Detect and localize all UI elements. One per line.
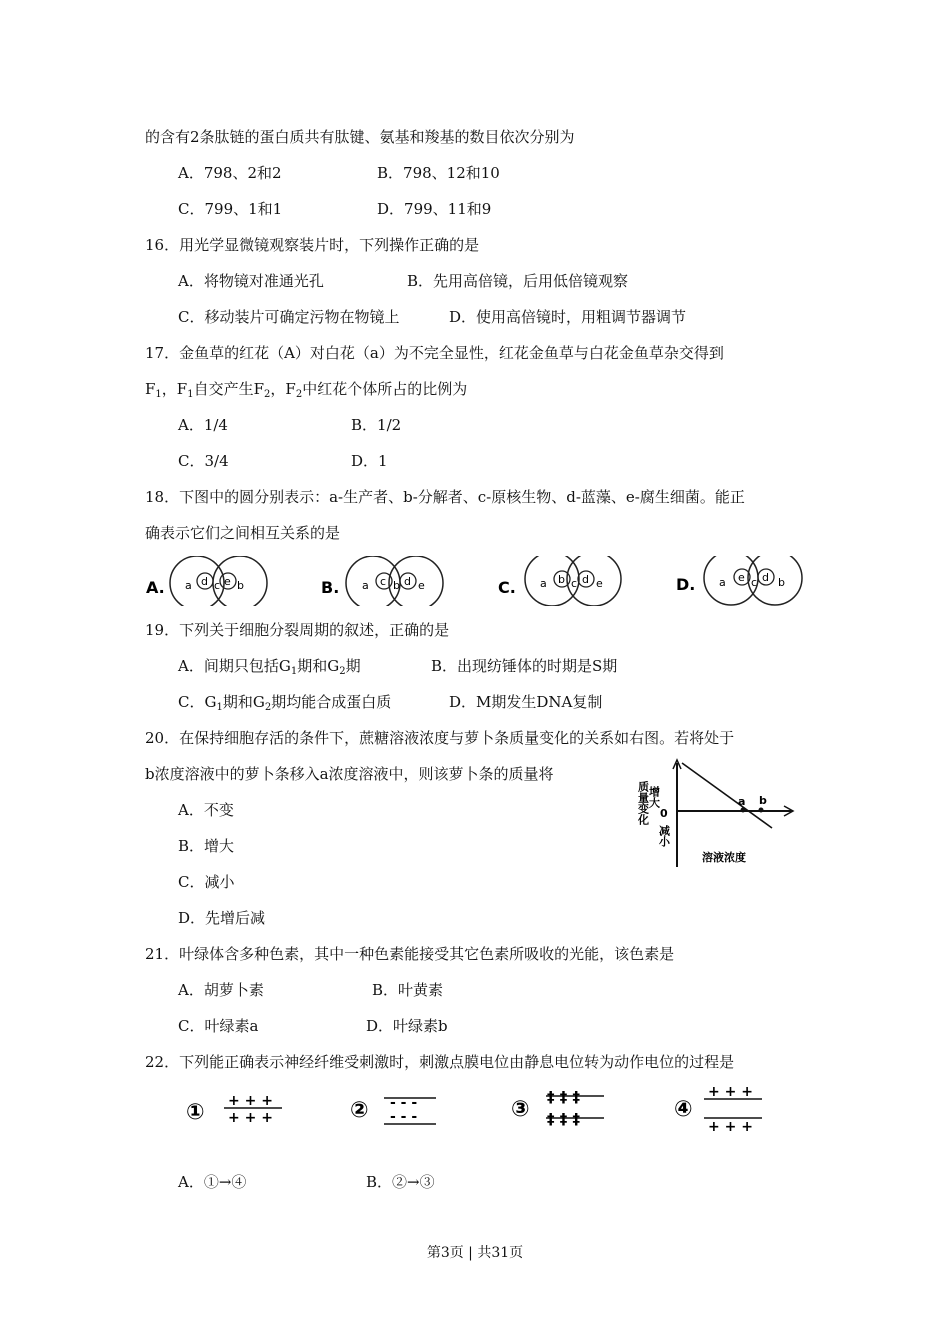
q16-option-c: C．移动装片可确定污物在物镜上 — [178, 308, 400, 326]
page-footer: 第3页 | 共31页 — [426, 1245, 524, 1261]
venn-inner1: d — [201, 575, 208, 588]
q16-option-d: D．使用高倍镜时，用粗调节器调节 — [449, 308, 687, 326]
point-a — [741, 808, 746, 813]
q21-option-d: D．叶绿素b — [366, 1017, 448, 1035]
figure-number: ③ — [511, 1097, 530, 1122]
zero-label: 0 — [660, 807, 668, 820]
venn-label: B. — [321, 578, 340, 597]
venn-diagram-c — [498, 556, 621, 606]
q16-stem: 16．用光学显微镜观察装片时，下列操作正确的是 — [145, 236, 480, 254]
venn-label: C. — [498, 578, 516, 597]
venn-mid: b — [393, 579, 400, 592]
q22-stem: 22．下列能正确表示神经纤维受刺激时，刺激点膜电位由静息电位转为动作电位的过程是 — [145, 1053, 735, 1071]
q22-option-a: A．①→④ — [178, 1173, 247, 1191]
q20-stem-line2: b浓度溶液中的萝卜条移入a浓度溶液中，则该萝卜条的质量将 — [145, 765, 554, 783]
q20-option-d: D．先增后减 — [178, 909, 266, 927]
figure-number: ④ — [674, 1097, 693, 1122]
q17-option-b: B．1/2 — [351, 416, 402, 434]
venn-label: A. — [146, 578, 165, 597]
figure-number: ② — [350, 1098, 369, 1123]
point-b-label: b — [759, 794, 767, 807]
venn-inner1: b — [558, 573, 565, 586]
venn-mid: c — [214, 579, 221, 592]
q18-stem: 18．下图中的圆分别表示：a-生产者、b-分解者、c-原核生物、d-蓝藻、e-腐生细菌。能正 — [145, 488, 745, 506]
bottom-charges: ‡ ‡ ‡ — [547, 1110, 580, 1128]
venn-right: b — [778, 576, 785, 589]
figure-number: ① — [186, 1100, 205, 1125]
q15-option-a: A．798、2和2 — [178, 164, 282, 182]
q17-option-d: D．1 — [351, 452, 388, 470]
q21-option-a: A．胡萝卜素 — [178, 981, 264, 999]
q20-chart — [630, 755, 805, 870]
venn-inner2: e — [224, 575, 231, 588]
venn-left: a — [719, 576, 726, 589]
q15-option-d: D．799、11和9 — [377, 200, 492, 218]
top-charges: + + + — [228, 1093, 273, 1109]
q19-option-d: D．M期发生DNA复制 — [449, 693, 603, 711]
q18-venn-diagrams — [0, 556, 950, 606]
q21-option-b: B．叶黄素 — [372, 981, 444, 999]
venn-inner1: e — [738, 571, 745, 584]
y-bottom-label: 减小 — [657, 825, 671, 847]
q15-stem: 的含有2条肽链的蛋白质共有肽键、氨基和羧基的数目依次分别为 — [145, 128, 575, 146]
venn-inner2: d — [404, 575, 411, 588]
point-b — [759, 808, 764, 813]
q17-stem-line2: $F_1$，$F_1$自交产生$F_2$，$F_2$中红花个体所占的比例为 — [145, 380, 468, 400]
venn-mid: c — [751, 576, 758, 589]
bottom-charges: + + + — [228, 1110, 273, 1126]
bottom-charges: - - - — [390, 1109, 418, 1125]
q22-membrane-figures — [0, 1080, 950, 1140]
venn-label: D. — [676, 575, 696, 594]
q17-stem: 17．金鱼草的红花（A）对白花（a）为不完全显性，红花金鱼草与白花金鱼草杂交得到 — [145, 344, 724, 362]
point-a-label: a — [738, 795, 746, 808]
q20-option-b: B．增大 — [178, 837, 235, 855]
q17-option-a: A．1/4 — [178, 416, 228, 434]
q21-stem: 21．叶绿体含多种色素，其中一种色素能接受其它色素所吸收的光能，该色素是 — [145, 945, 675, 963]
venn-diagram-b — [321, 556, 443, 606]
q18-stem-line2: 确表示它们之间相互关系的是 — [145, 524, 341, 542]
q15-option-b: B．798、12和10 — [377, 164, 500, 182]
bottom-charges: + + + — [708, 1119, 753, 1135]
q20-option-c: C．减小 — [178, 873, 235, 891]
venn-right: b — [237, 579, 244, 592]
q19-option-c: C．$G_1$期和$G_2$期均能合成蛋白质 — [178, 693, 392, 713]
q16-option-b: B．先用高倍镜，后用低倍镜观察 — [407, 272, 629, 290]
venn-diagram-a — [146, 556, 267, 606]
venn-diagram-d — [676, 556, 802, 605]
q19-option-b: B．出现纺锤体的时期是S期 — [431, 657, 618, 675]
venn-left: a — [185, 579, 192, 592]
venn-left: a — [362, 579, 369, 592]
q15-option-c: C．799、1和1 — [178, 200, 283, 218]
top-charges: + + + — [708, 1084, 753, 1100]
q19-option-a: A．间期只包括$G_1$期和$G_2$期 — [178, 657, 361, 677]
venn-right: e — [418, 579, 425, 592]
membrane-figure-3 — [511, 1088, 604, 1128]
venn-inner2: d — [762, 571, 769, 584]
q19-stem: 19．下列关于细胞分裂周期的叙述，正确的是 — [145, 621, 450, 639]
membrane-figure-4 — [674, 1084, 762, 1135]
q20-stem: 20．在保持细胞存活的条件下，蔗糖溶液浓度与萝卜条质量变化的关系如右图。若将处于 — [145, 729, 735, 747]
membrane-figure-2 — [350, 1095, 436, 1125]
y-top-label: 增大 — [647, 786, 661, 808]
membrane-figure-1 — [186, 1093, 282, 1126]
venn-inner2: d — [582, 573, 589, 586]
venn-left: a — [540, 577, 547, 590]
q21-option-c: C．叶绿素a — [178, 1017, 259, 1035]
q22-option-b: B．②→③ — [366, 1173, 435, 1191]
q20-option-a: A．不变 — [178, 801, 234, 819]
venn-right: e — [596, 577, 603, 590]
top-charges: - - - — [390, 1095, 418, 1111]
venn-mid: c — [571, 577, 578, 590]
q17-option-c: C．3/4 — [178, 452, 229, 470]
venn-inner1: c — [380, 575, 387, 588]
q16-option-a: A．将物镜对准通光孔 — [178, 272, 324, 290]
y-axis-title: 质量变化 — [636, 781, 650, 825]
top-charges: ‡ ‡ ‡ — [547, 1088, 580, 1106]
x-axis-title: 溶液浓度 — [702, 851, 746, 864]
